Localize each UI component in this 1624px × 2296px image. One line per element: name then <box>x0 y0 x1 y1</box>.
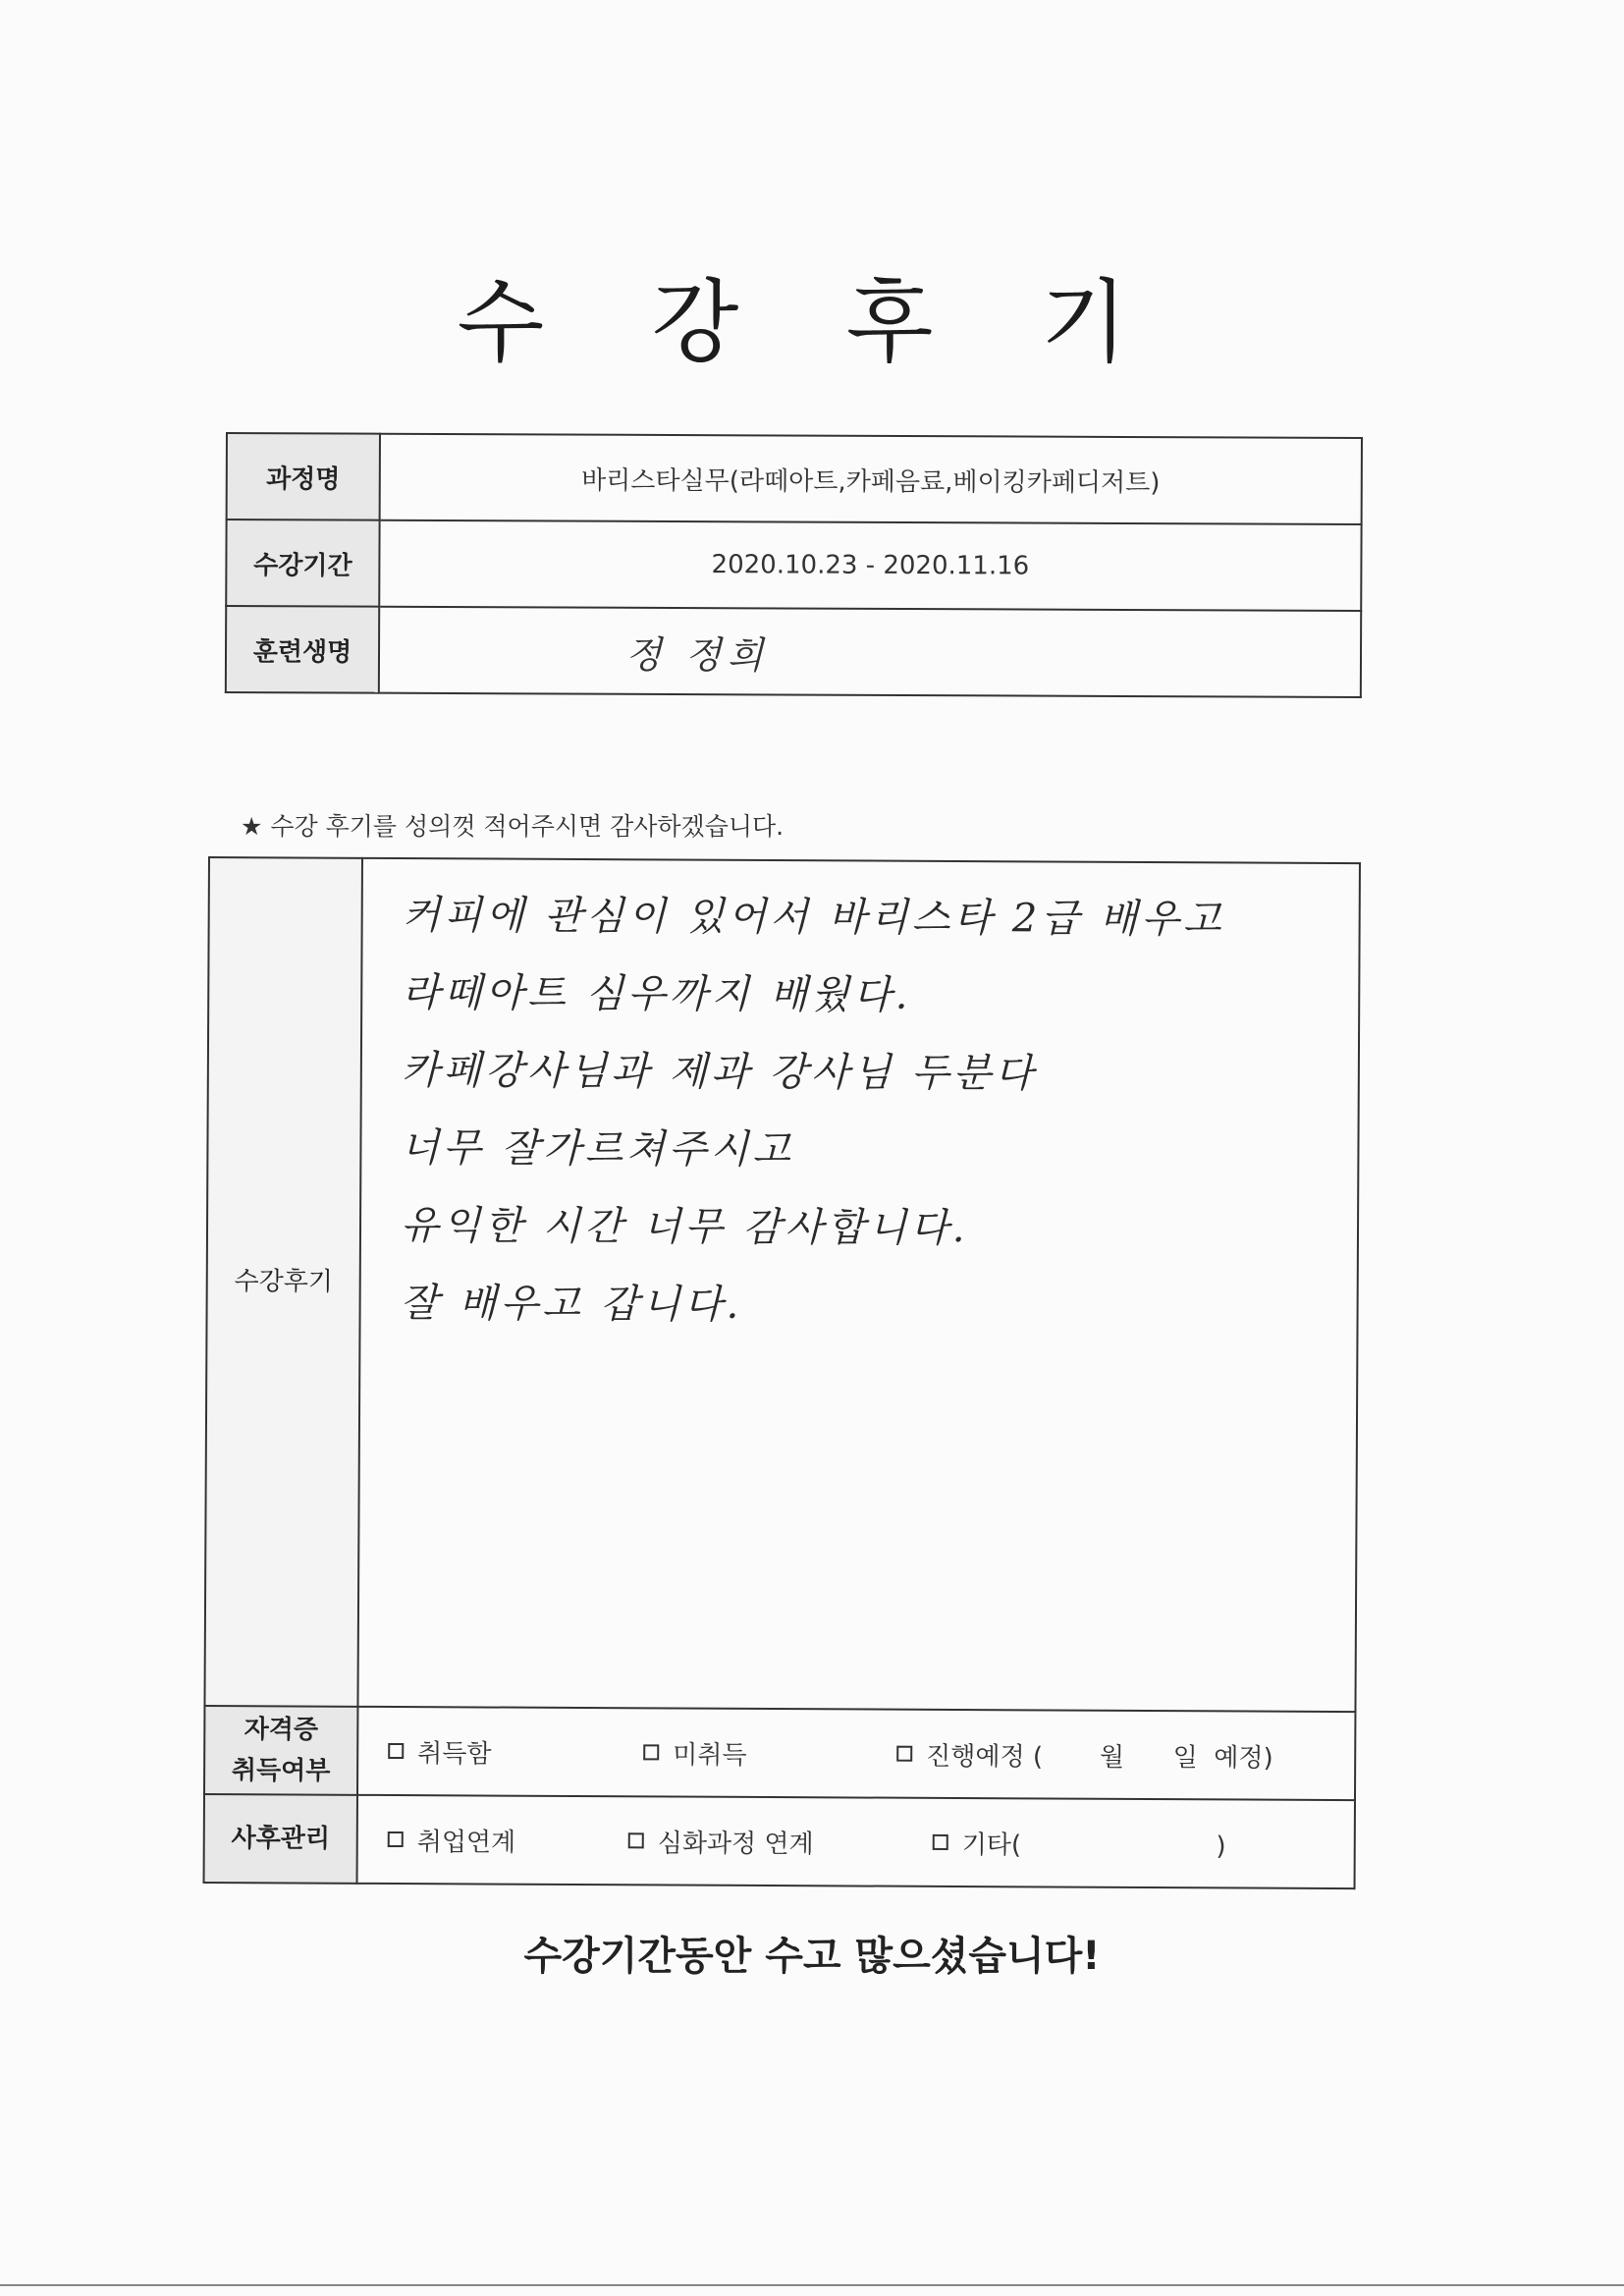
trainee-row <box>226 606 1361 697</box>
trainee-name-handwriting: 정 정희 <box>624 632 770 677</box>
certificate-option-not-acquired[interactable] <box>643 1734 896 1772</box>
review-line-4: 너무 잘가르쳐주시고 <box>401 1125 795 1174</box>
review-row <box>204 857 1360 1712</box>
review-line-6: 잘 배우고 갑니다. <box>400 1281 743 1328</box>
review-text-area[interactable] <box>357 858 1360 1712</box>
trainee-name-field[interactable] <box>379 607 1361 697</box>
checkbox-icon[interactable] <box>388 1743 404 1759</box>
period-row <box>226 519 1361 611</box>
followup-option-employment-label: 취업연계 <box>416 1827 516 1858</box>
checkbox-icon[interactable] <box>628 1832 644 1848</box>
followup-options <box>357 1795 1355 1888</box>
review-line-5: 유익한 시간 너무 감사합니다. <box>400 1203 969 1252</box>
certificate-option-planned[interactable] <box>896 1735 1273 1774</box>
instruction-text: ★ 수강 후기를 성의껏 적어주시면 감사하겠습니다. <box>241 812 785 841</box>
followup-option-employment[interactable] <box>388 1821 628 1858</box>
checkbox-icon[interactable] <box>933 1834 948 1850</box>
certificate-row <box>204 1706 1355 1800</box>
review-line-3: 카페강사님과 제과 강사님 두분다 <box>401 1048 1038 1097</box>
checkbox-icon[interactable] <box>896 1746 912 1762</box>
followup-label: 사후관리 <box>204 1794 357 1884</box>
certificate-options <box>357 1707 1355 1800</box>
course-label: 과정명 <box>227 433 380 520</box>
checkbox-icon[interactable] <box>643 1744 659 1760</box>
followup-row <box>204 1794 1355 1888</box>
certificate-option-not-acquired-label: 미취득 <box>673 1739 747 1771</box>
course-row <box>227 433 1362 524</box>
document-title: 수 강 후 기 <box>457 270 1167 375</box>
trainee-label: 훈련생명 <box>226 606 379 693</box>
closing-message: 수강기간동안 수고 많으셨습니다! <box>523 1934 1101 1979</box>
certificate-label <box>204 1706 357 1795</box>
review-line-2: 라떼아트 심우까지 배웠다. <box>402 970 912 1018</box>
review-handwriting <box>360 859 1359 1347</box>
followup-option-advanced-label: 심화과정 연계 <box>657 1828 814 1859</box>
period-label: 수강기간 <box>226 519 379 607</box>
period-value: 2020.10.23 - 2020.11.16 <box>379 520 1361 611</box>
checkbox-icon[interactable] <box>388 1831 404 1847</box>
review-table <box>203 856 1361 1889</box>
review-label: 수강후기 <box>204 857 362 1707</box>
course-value: 바리스타실무(라떼아트,카페음료,베이킹카페디저트) <box>380 434 1362 524</box>
certificate-option-acquired-label: 취득함 <box>417 1738 492 1770</box>
followup-option-advanced[interactable] <box>628 1823 933 1861</box>
certificate-option-planned-label: 진행예정 ( 월 일 예정) <box>926 1741 1273 1774</box>
followup-option-other[interactable] <box>933 1824 1226 1862</box>
review-line-1: 커피에 관심이 있어서 바리스타 2급 배우고 <box>402 893 1225 943</box>
scan-edge-divider <box>0 2284 1624 2286</box>
followup-option-other-label: 기타( ) <box>961 1830 1226 1861</box>
certificate-option-acquired[interactable] <box>388 1732 643 1770</box>
certificate-label-line1: 자격증 <box>244 1715 319 1745</box>
certificate-label-line2: 취득여부 <box>231 1756 331 1786</box>
course-info-table <box>225 432 1363 698</box>
